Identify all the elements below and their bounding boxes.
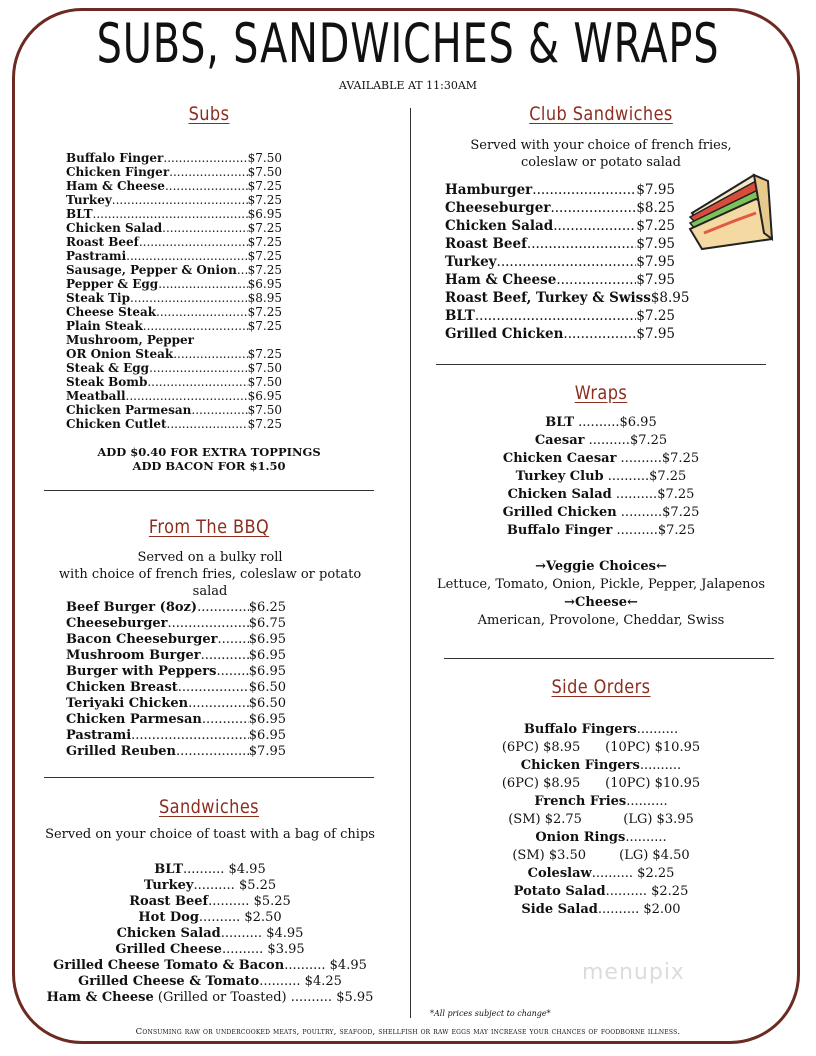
bbq-description-line: with choice of french fries, coleslaw or potato salad — [58, 567, 362, 599]
availability-note: AVAILABLE AT 11:30AM — [338, 79, 478, 92]
cheese-heading: →Cheese← — [564, 595, 638, 610]
list-item: OR Onion Steak ..... $7.25 — [66, 347, 282, 361]
list-item: Turkey Club ..........$7.25 — [515, 469, 687, 484]
list-item: Cheeseburger ..... $6.75 — [66, 616, 286, 632]
list-item: Teriyaki Chicken ..... $6.50 — [66, 696, 286, 712]
list-item-sizes: (6PC) $8.95 (10PC) $10.95 — [501, 776, 701, 791]
list-item-sizes: (SM) $2.75 (LG) $3.95 — [508, 812, 694, 827]
sides-list — [436, 721, 766, 919]
club-title: Club Sandwiches — [529, 103, 673, 125]
list-item: Onion Rings.......... — [535, 830, 667, 845]
list-item: Hot Dog.......... $2.50 — [138, 910, 282, 925]
list-item: Buffalo Finger ..... $7.50 — [66, 151, 282, 165]
list-item: Ham & Cheese (Grilled or Toasted) .......... $5.95 — [46, 990, 374, 1005]
list-item: Chicken Caesar ..........$7.25 — [502, 451, 700, 466]
list-item: Side Salad.......... $2.00 — [521, 902, 681, 917]
list-item: Roast Beef ..... $7.25 — [66, 235, 282, 249]
list-item: Pepper & Egg ..... $6.95 — [66, 277, 282, 291]
section-divider — [436, 364, 766, 365]
list-item: Sausage, Pepper & Onion ..... $7.25 — [66, 263, 282, 277]
list-item: BLT ..... $6.95 — [66, 207, 282, 221]
list-item: Chicken Cutlet ..... $7.25 — [66, 417, 282, 431]
wraps-title: Wraps — [574, 382, 628, 404]
list-item: Chicken Parmesan ..... $6.95 — [66, 712, 286, 728]
list-item: Buffalo Fingers.......... — [523, 722, 679, 737]
list-item: Grilled Chicken ..... $7.95 — [445, 325, 675, 343]
list-item: BLT ..........$6.95 — [545, 415, 657, 430]
list-item: Chicken Salad ..........$7.25 — [507, 487, 695, 502]
list-item: Chicken Salad.......... $4.95 — [116, 926, 304, 941]
cheese-list: American, Provolone, Cheddar, Swiss — [477, 613, 725, 628]
list-item: Pastrami ..... $6.95 — [66, 728, 286, 744]
sandwiches-title: Sandwiches — [158, 796, 260, 818]
list-item: Steak Tip ..... $8.95 — [66, 291, 282, 305]
list-item: Roast Beef, Turkey & Swiss $8.95 — [445, 290, 690, 306]
list-item: Hamburger ..... $7.95 — [445, 181, 675, 199]
list-item: Grilled Reuben ..... $7.95 — [66, 744, 286, 760]
addon-toppings: ADD $0.40 FOR EXTRA TOPPINGS — [97, 445, 321, 459]
bbq-description — [40, 549, 380, 600]
sandwich-icon — [684, 173, 779, 258]
list-item: Coleslaw.......... $2.25 — [527, 866, 675, 881]
list-item: Steak & Egg ..... $7.50 — [66, 361, 282, 375]
bbq-list — [66, 600, 286, 760]
list-item: Chicken Salad ..... $7.25 — [445, 217, 675, 235]
list-item: Cheese Steak ..... $7.25 — [66, 305, 282, 319]
sandwiches-list — [30, 862, 390, 1006]
list-item: Mushroom, Pepper — [66, 333, 194, 347]
list-item-sizes: (6PC) $8.95 (10PC) $10.95 — [501, 740, 701, 755]
list-item: BLT ..... $7.25 — [445, 307, 675, 325]
list-item: Ham & Cheese ..... $7.25 — [66, 179, 282, 193]
list-item: Turkey.......... $5.25 — [143, 878, 277, 893]
subs-list — [66, 151, 282, 431]
addon-bacon: ADD BACON FOR $1.50 — [132, 459, 286, 473]
list-item: Chicken Breast ..... $6.50 — [66, 680, 286, 696]
list-item: Steak Bomb ..... $7.50 — [66, 375, 282, 389]
list-item: BLT.......... $4.95 — [154, 862, 266, 877]
list-item: Buffalo Finger ..........$7.25 — [506, 523, 696, 538]
subs-addons — [44, 445, 374, 473]
club-description — [436, 137, 766, 171]
section-divider — [44, 777, 374, 778]
list-item: Plain Steak ..... $7.25 — [66, 319, 282, 333]
veggie-list: Lettuce, Tomato, Onion, Pickle, Pepper, Jalapenos — [436, 577, 766, 592]
list-item: Beef Burger (8oz) ..... $6.25 — [66, 600, 286, 616]
list-item: Grilled Chicken ..........$7.25 — [502, 505, 700, 520]
wrap-options — [426, 558, 776, 630]
list-item: Caesar ..........$7.25 — [534, 433, 668, 448]
list-item: Chicken Salad ..... $7.25 — [66, 221, 282, 235]
sides-title: Side Orders — [551, 676, 651, 698]
prices-note: *All prices subject to change* — [430, 1009, 551, 1018]
list-item: Ham & Cheese ..... $7.95 — [445, 271, 675, 289]
list-item: Chicken Finger ..... $7.50 — [66, 165, 282, 179]
club-list — [445, 181, 690, 343]
veggie-heading: →Veggie Choices← — [535, 559, 667, 574]
list-item-sizes: (SM) $3.50 (LG) $4.50 — [512, 848, 690, 863]
list-item: Potato Salad.......... $2.25 — [513, 884, 689, 899]
list-item: Pastrami ..... $7.25 — [66, 249, 282, 263]
page-title: SUBS, SANDWICHES & WRAPS — [96, 12, 720, 75]
bbq-description-line: Served on a bulky roll — [137, 550, 283, 565]
list-item: Roast Beef.......... $5.25 — [129, 894, 291, 909]
section-divider — [444, 658, 774, 659]
list-item: Grilled Cheese.......... $3.95 — [115, 942, 305, 957]
watermark-logo: menupix — [582, 960, 685, 985]
club-description-line: coleslaw or potato salad — [521, 155, 681, 170]
list-item: Mushroom Burger ..... $6.95 — [66, 648, 286, 664]
list-item: Chicken Fingers.......... — [520, 758, 682, 773]
list-item: Roast Beef ..... $7.95 — [445, 235, 675, 253]
list-item: French Fries.......... — [534, 794, 668, 809]
wraps-list — [436, 414, 766, 540]
list-item: Grilled Cheese Tomato & Bacon.......... $4.95 — [53, 958, 367, 973]
subs-title: Subs — [188, 103, 230, 125]
list-item: Cheeseburger ..... $8.25 — [445, 199, 675, 217]
list-item: Grilled Cheese & Tomato.......... $4.25 — [78, 974, 342, 989]
club-description-line: Served with your choice of french fries, — [470, 138, 732, 153]
column-divider — [410, 108, 411, 1018]
section-divider — [44, 490, 374, 491]
list-item: Burger with Peppers ..... $6.95 — [66, 664, 286, 680]
list-item: Turkey ..... $7.25 — [66, 193, 282, 207]
list-item: Meatball ..... $6.95 — [66, 389, 282, 403]
list-item: Chicken Parmesan ..... $7.50 — [66, 403, 282, 417]
sandwiches-description: Served on your choice of toast with a bag of chips — [45, 827, 375, 842]
list-item: Turkey ..... $7.95 — [445, 253, 675, 271]
bbq-title: From The BBQ — [148, 516, 270, 538]
food-safety-disclaimer: Consuming raw or undercooked meats, poultry, seafood, shellfish or raw eggs may increase your chances of foodborne illness. — [135, 1027, 681, 1037]
list-item: Bacon Cheeseburger ..... $6.95 — [66, 632, 286, 648]
